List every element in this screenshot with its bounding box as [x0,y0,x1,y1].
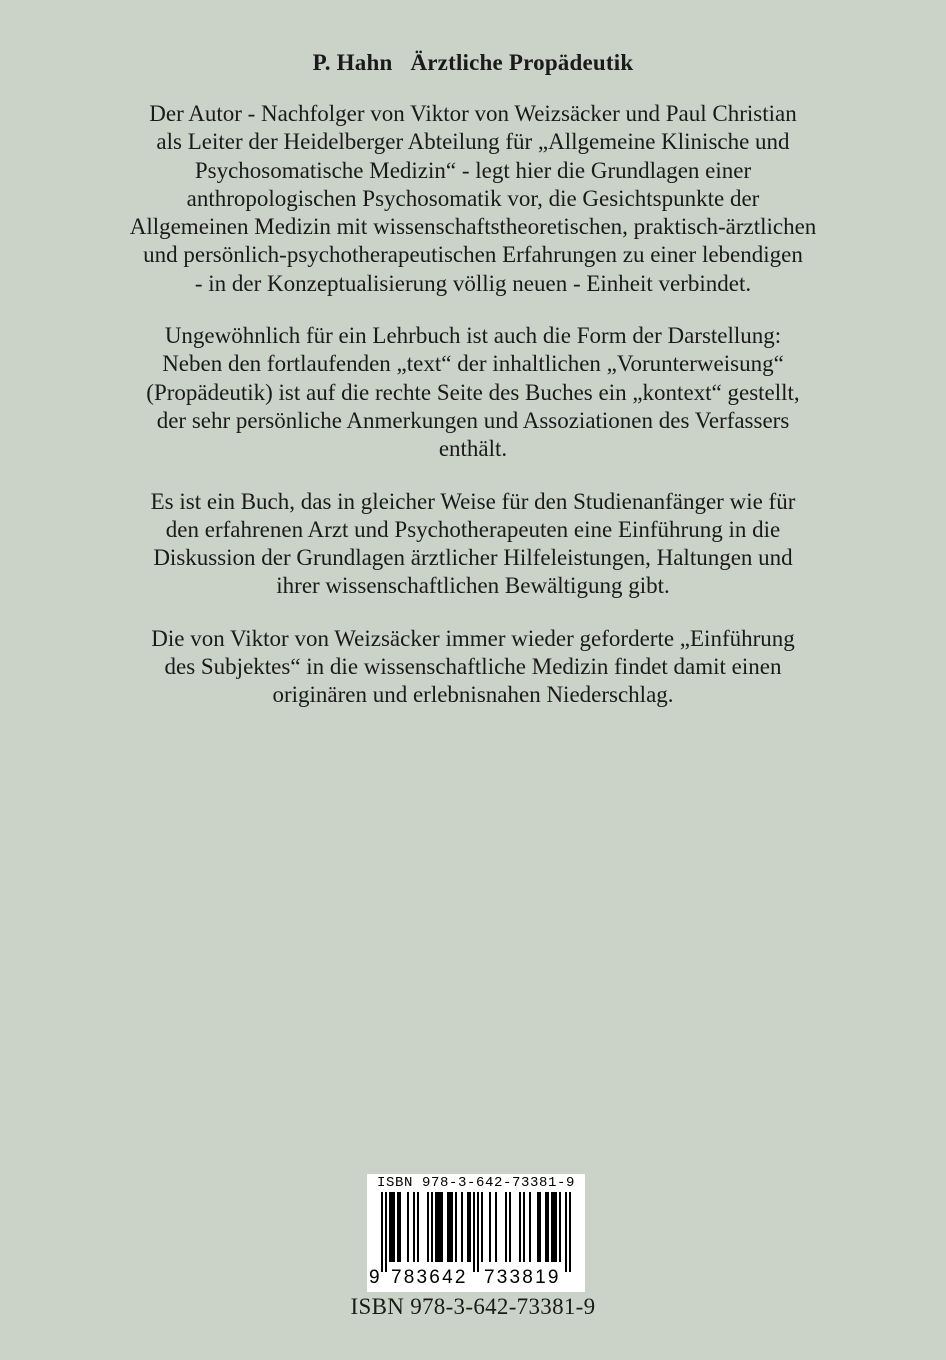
barcode-bar [399,1192,401,1262]
barcode-bar [427,1192,429,1262]
barcode-bar [455,1192,457,1262]
cover-heading [0,50,946,76]
text-line: enthält. [438,436,508,462]
barcode-bar [439,1192,441,1262]
text-line: originären und erlebnisnahen Niederschlag. [272,682,674,708]
isbn-barcode [367,1174,585,1292]
barcode-bar [545,1192,547,1262]
isbn-number: ISBN 978-3-642-73381-9 [350,1294,596,1319]
barcode-guard-bar [381,1192,383,1272]
barcode-bar [489,1192,491,1262]
blurb-paragraph-3 [110,488,836,601]
text-line: des Subjektes“ in die wissenschaftliche Medizin findet damit einen [164,654,782,680]
text-line: - in der Konzeptualisierung völlig neuen - Einheit verbindet. [194,270,752,296]
text-line: den erfahrenen Arzt und Psychotherapeuten eine Einführung in die [165,516,781,542]
barcode-isbn-label: ISBN 978-3-642-73381-9 [376,1175,576,1191]
barcode-guard-bar [473,1192,475,1272]
text-line: Allgemeinen Medizin mit wissenschaftstheoretischen, praktisch-ärztlichen [129,214,817,240]
barcode-bar [555,1192,557,1262]
barcode-guard-bar [385,1192,387,1272]
barcode-bar [389,1192,391,1262]
barcode-bar [417,1192,419,1262]
blurb-paragraph-1 [110,100,836,298]
barcode-digits [367,1267,585,1289]
text-line: Der Autor - Nachfolger von Viktor von Weizsäcker und Paul Christian [149,101,797,126]
text-line: Die von Viktor von Weizsäcker immer wieder geforderte „Einführung [151,625,795,651]
barcode-bar [547,1192,549,1262]
text-line: Neben den fortlaufenden „text“ der inhaltlichen „Vorunterweisung“ [162,351,784,377]
barcode-bar [397,1192,399,1262]
barcode-guard-bar [477,1192,479,1272]
barcode-bar [393,1192,395,1262]
text-line: als Leiter der Heidelberger Abteilung für „Allgemeine Klinische und [156,129,790,155]
barcode-bar [441,1192,443,1262]
barcode-bar [467,1192,469,1262]
barcode-bar [537,1192,539,1262]
barcode-right-digits: 733819 [484,1267,561,1288]
barcode-bar [431,1192,433,1262]
text-line: Ungewöhnlich für ein Lehrbuch ist auch die Form der Darstellung: [164,323,782,349]
barcode-bar [481,1192,483,1262]
text-line: und persönlich-psychotherapeutischen Erfahrungen zu einer lebendigen [143,242,803,268]
barcode-bar [523,1192,525,1262]
barcode-bar [469,1192,471,1262]
barcode-bar [551,1192,553,1262]
barcode-bar [529,1192,531,1262]
text-line: Es ist ein Buch, das in gleicher Weise für den Studienanfänger wie für [150,488,796,514]
barcode-bar [435,1192,437,1262]
barcode-bar [391,1192,393,1262]
blurb [110,100,836,734]
barcode-left-digits: 783642 [391,1267,468,1288]
barcode-bar [437,1192,439,1262]
text-line: anthropologischen Psychosomatik vor, die Gesichtspunkte der [186,185,760,211]
barcode-bar [447,1192,449,1262]
barcode-bar [553,1192,555,1262]
barcode-bar [495,1192,497,1262]
blurb-paragraph-2 [110,322,836,463]
barcode-bar [539,1192,541,1262]
text-line: Psychosomatische Medizin“ - legt hier die Grundlagen einer [194,157,752,183]
barcode-bar [413,1192,415,1262]
text-line: der sehr persönliche Anmerkungen und Assoziationen des Verfassers [156,407,790,433]
barcode-bar [461,1192,463,1262]
barcode-bar [559,1192,561,1262]
barcode-bar [449,1192,451,1262]
author-name: P. Hahn [312,50,393,75]
barcode-guard-bar [565,1192,567,1272]
barcode-bars [367,1192,585,1274]
barcode-bar [519,1192,521,1262]
text-line: ihrer wissenschaftlichen Bewältigung gibt. [276,573,670,599]
text-line: Diskussion der Grundlagen ärztlicher Hilfeleistungen, Haltungen und [153,545,793,571]
barcode-guard-bar [569,1192,571,1272]
book-title: Ärztliche Propädeutik [410,50,634,75]
text-line: (Propädeutik) ist auf die rechte Seite des Buches ein „kontext“ gestellt, [146,379,800,405]
barcode-lead-digit: 9 [369,1267,380,1288]
barcode-bar [407,1192,409,1262]
barcode-bar [451,1192,453,1262]
blurb-paragraph-4 [110,625,836,710]
barcode-bar [505,1192,507,1262]
barcode-bar [509,1192,511,1262]
